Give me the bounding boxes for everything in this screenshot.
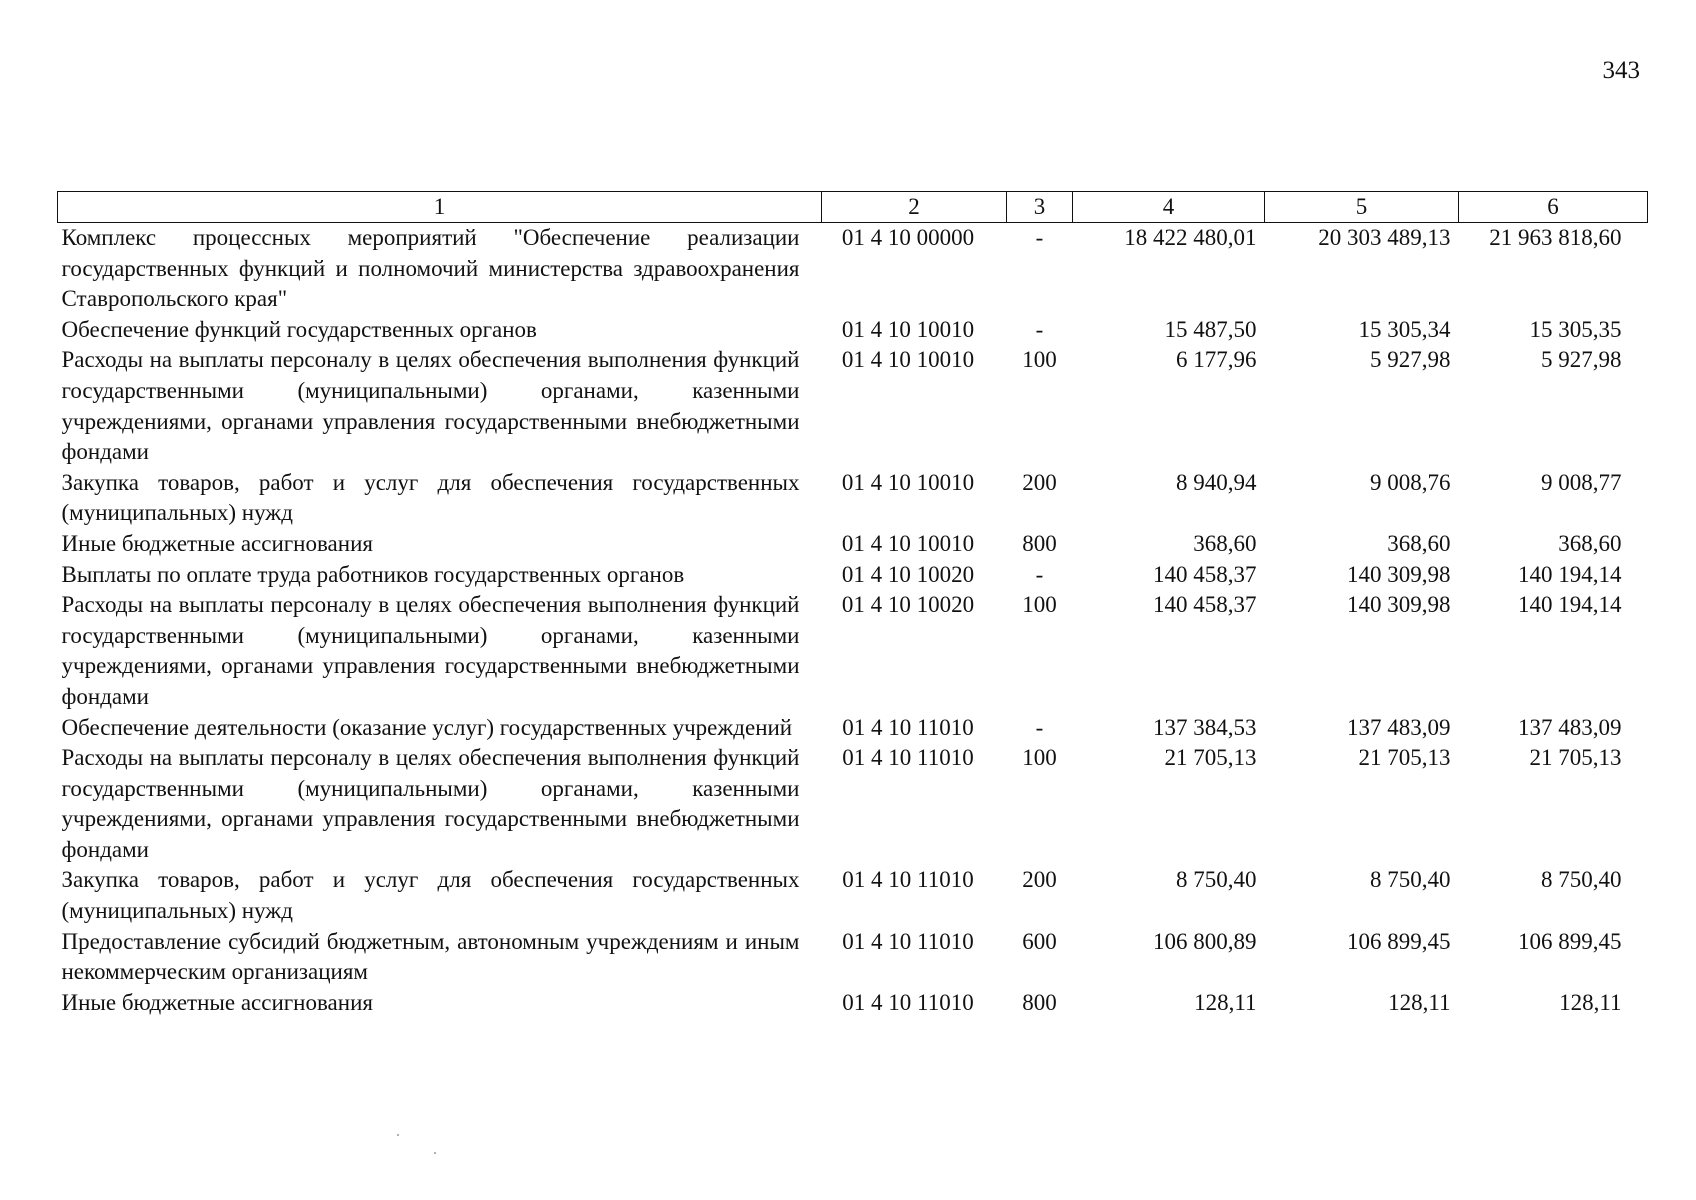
row-amount-6: 5 927,98 — [1541, 347, 1622, 373]
budget-table — [57, 191, 1648, 1018]
row-name: Комплекс процессных мероприятий "Обеспечение реализации государственных функций и полномочий министерства здравоохранения Ставропольского края" — [61, 225, 800, 312]
table-row — [58, 865, 1648, 926]
column-header: 5 — [1265, 192, 1459, 223]
column-header: 2 — [822, 192, 1007, 223]
row-type: - — [1035, 316, 1044, 342]
row-amount-4: 15 487,50 — [1164, 316, 1257, 342]
table-row — [58, 713, 1648, 744]
row-amount-5: 8 750,40 — [1370, 867, 1451, 893]
row-amount-6: 140 194,14 — [1518, 561, 1622, 587]
row-amount-5: 140 309,98 — [1347, 592, 1451, 618]
row-code: 01 4 10 00000 — [841, 225, 975, 250]
row-amount-6: 8 750,40 — [1541, 867, 1622, 893]
row-amount-5: 5 927,98 — [1370, 347, 1451, 373]
row-code: 01 4 10 10010 — [841, 347, 975, 373]
table-row — [58, 315, 1648, 346]
row-amount-4: 21 705,13 — [1164, 745, 1257, 771]
row-amount-4: 8 750,40 — [1176, 867, 1257, 893]
row-name: Закупка товаров, работ и услуг для обеспечения государственных (муниципальных) нужд — [61, 867, 800, 924]
row-code: 01 4 10 10010 — [841, 530, 975, 556]
row-code: 01 4 10 11010 — [842, 928, 974, 954]
row-amount-6: 15 305,35 — [1529, 316, 1622, 342]
row-type: - — [1035, 561, 1044, 587]
row-amount-4: 6 177,96 — [1176, 347, 1257, 373]
row-amount-4: 140 458,37 — [1153, 561, 1257, 587]
row-amount-4: 106 800,89 — [1153, 928, 1257, 954]
scan-speck — [434, 1152, 436, 1154]
row-code: 01 4 10 10010 — [841, 469, 975, 495]
row-amount-4: 128,11 — [1194, 989, 1257, 1015]
row-code: 01 4 10 10020 — [841, 561, 975, 587]
table-row — [58, 590, 1648, 712]
row-type: 800 — [1022, 989, 1057, 1015]
row-code: 01 4 10 11010 — [842, 867, 974, 893]
row-amount-6: 128,11 — [1559, 989, 1622, 1015]
column-header: 6 — [1459, 192, 1648, 223]
row-name: Выплаты по оплате труда работников государственных органов — [61, 561, 685, 587]
column-header: 4 — [1073, 192, 1265, 223]
table-body — [58, 223, 1648, 1019]
row-name: Расходы на выплаты персоналу в целях обеспечения выполнения функций государственными (муниципальными) органами, казенными учреждениями, органами управления государственными внебюджетными фондами — [61, 745, 800, 862]
header-row — [58, 192, 1648, 223]
column-header: 3 — [1007, 192, 1073, 223]
table-row — [58, 927, 1648, 988]
row-amount-4: 137 384,53 — [1153, 714, 1257, 740]
row-type: 200 — [1022, 469, 1057, 495]
table-row — [58, 560, 1648, 591]
table-row — [58, 988, 1648, 1019]
column-header: 1 — [58, 192, 822, 223]
row-type: 600 — [1022, 928, 1057, 954]
row-amount-5: 9 008,76 — [1370, 469, 1451, 495]
row-amount-6: 137 483,09 — [1518, 714, 1622, 740]
row-amount-5: 21 705,13 — [1358, 745, 1451, 771]
row-name: Иные бюджетные ассигнования — [61, 989, 373, 1015]
row-amount-6: 21 705,13 — [1529, 745, 1622, 771]
row-code: 01 4 10 11010 — [842, 989, 974, 1015]
row-amount-5: 140 309,98 — [1347, 561, 1451, 587]
row-name: Закупка товаров, работ и услуг для обеспечения государственных (муниципальных) нужд — [61, 469, 800, 526]
row-amount-4: 140 458,37 — [1153, 592, 1257, 618]
row-code: 01 4 10 11010 — [842, 745, 974, 771]
row-name: Обеспечение функций государственных органов — [61, 316, 537, 342]
row-amount-5: 106 899,45 — [1347, 928, 1451, 954]
row-name: Предоставление субсидий бюджетным, автономным учреждениям и иным некоммерческим организациям — [61, 928, 800, 985]
row-amount-5: 15 305,34 — [1358, 316, 1451, 342]
row-type: 100 — [1022, 592, 1057, 618]
row-name: Иные бюджетные ассигнования — [61, 530, 373, 556]
scan-speck — [397, 1134, 399, 1136]
table-row — [58, 743, 1648, 865]
table-row — [58, 345, 1648, 467]
row-type: 800 — [1022, 530, 1057, 556]
row-amount-5: 128,11 — [1388, 989, 1451, 1015]
row-code: 01 4 10 10010 — [841, 316, 975, 342]
row-name: Обеспечение деятельности (оказание услуг) государственных учреждений — [61, 714, 793, 740]
page-number: 343 — [1602, 57, 1640, 84]
table-header — [58, 192, 1648, 223]
row-amount-5: 368,60 — [1387, 530, 1451, 556]
row-amount-5: 137 483,09 — [1347, 714, 1451, 740]
row-amount-6: 368,60 — [1558, 530, 1622, 556]
row-amount-6: 21 963 818,60 — [1489, 225, 1622, 250]
table-row — [58, 223, 1648, 315]
row-type: - — [1035, 225, 1044, 250]
row-type: - — [1035, 714, 1044, 740]
row-code: 01 4 10 10020 — [841, 592, 975, 618]
row-amount-4: 8 940,94 — [1176, 469, 1257, 495]
row-type: 200 — [1022, 867, 1057, 893]
table-row — [58, 529, 1648, 560]
row-name: Расходы на выплаты персоналу в целях обеспечения выполнения функций государственными (муниципальными) органами, казенными учреждениями, органами управления государственными внебюджетными фондами — [61, 592, 800, 709]
row-code: 01 4 10 11010 — [842, 714, 974, 740]
row-amount-4: 368,60 — [1193, 530, 1257, 556]
row-amount-6: 106 899,45 — [1518, 928, 1622, 954]
row-amount-5: 20 303 489,13 — [1318, 225, 1451, 250]
table-row — [58, 468, 1648, 529]
row-amount-6: 9 008,77 — [1541, 469, 1622, 495]
row-type: 100 — [1022, 347, 1057, 373]
row-type: 100 — [1022, 745, 1057, 771]
row-name: Расходы на выплаты персоналу в целях обеспечения выполнения функций государственными (муниципальными) органами, казенными учреждениями, органами управления государственными внебюджетными фондами — [61, 347, 800, 465]
row-amount-6: 140 194,14 — [1518, 592, 1622, 618]
row-amount-4: 18 422 480,01 — [1124, 225, 1257, 250]
